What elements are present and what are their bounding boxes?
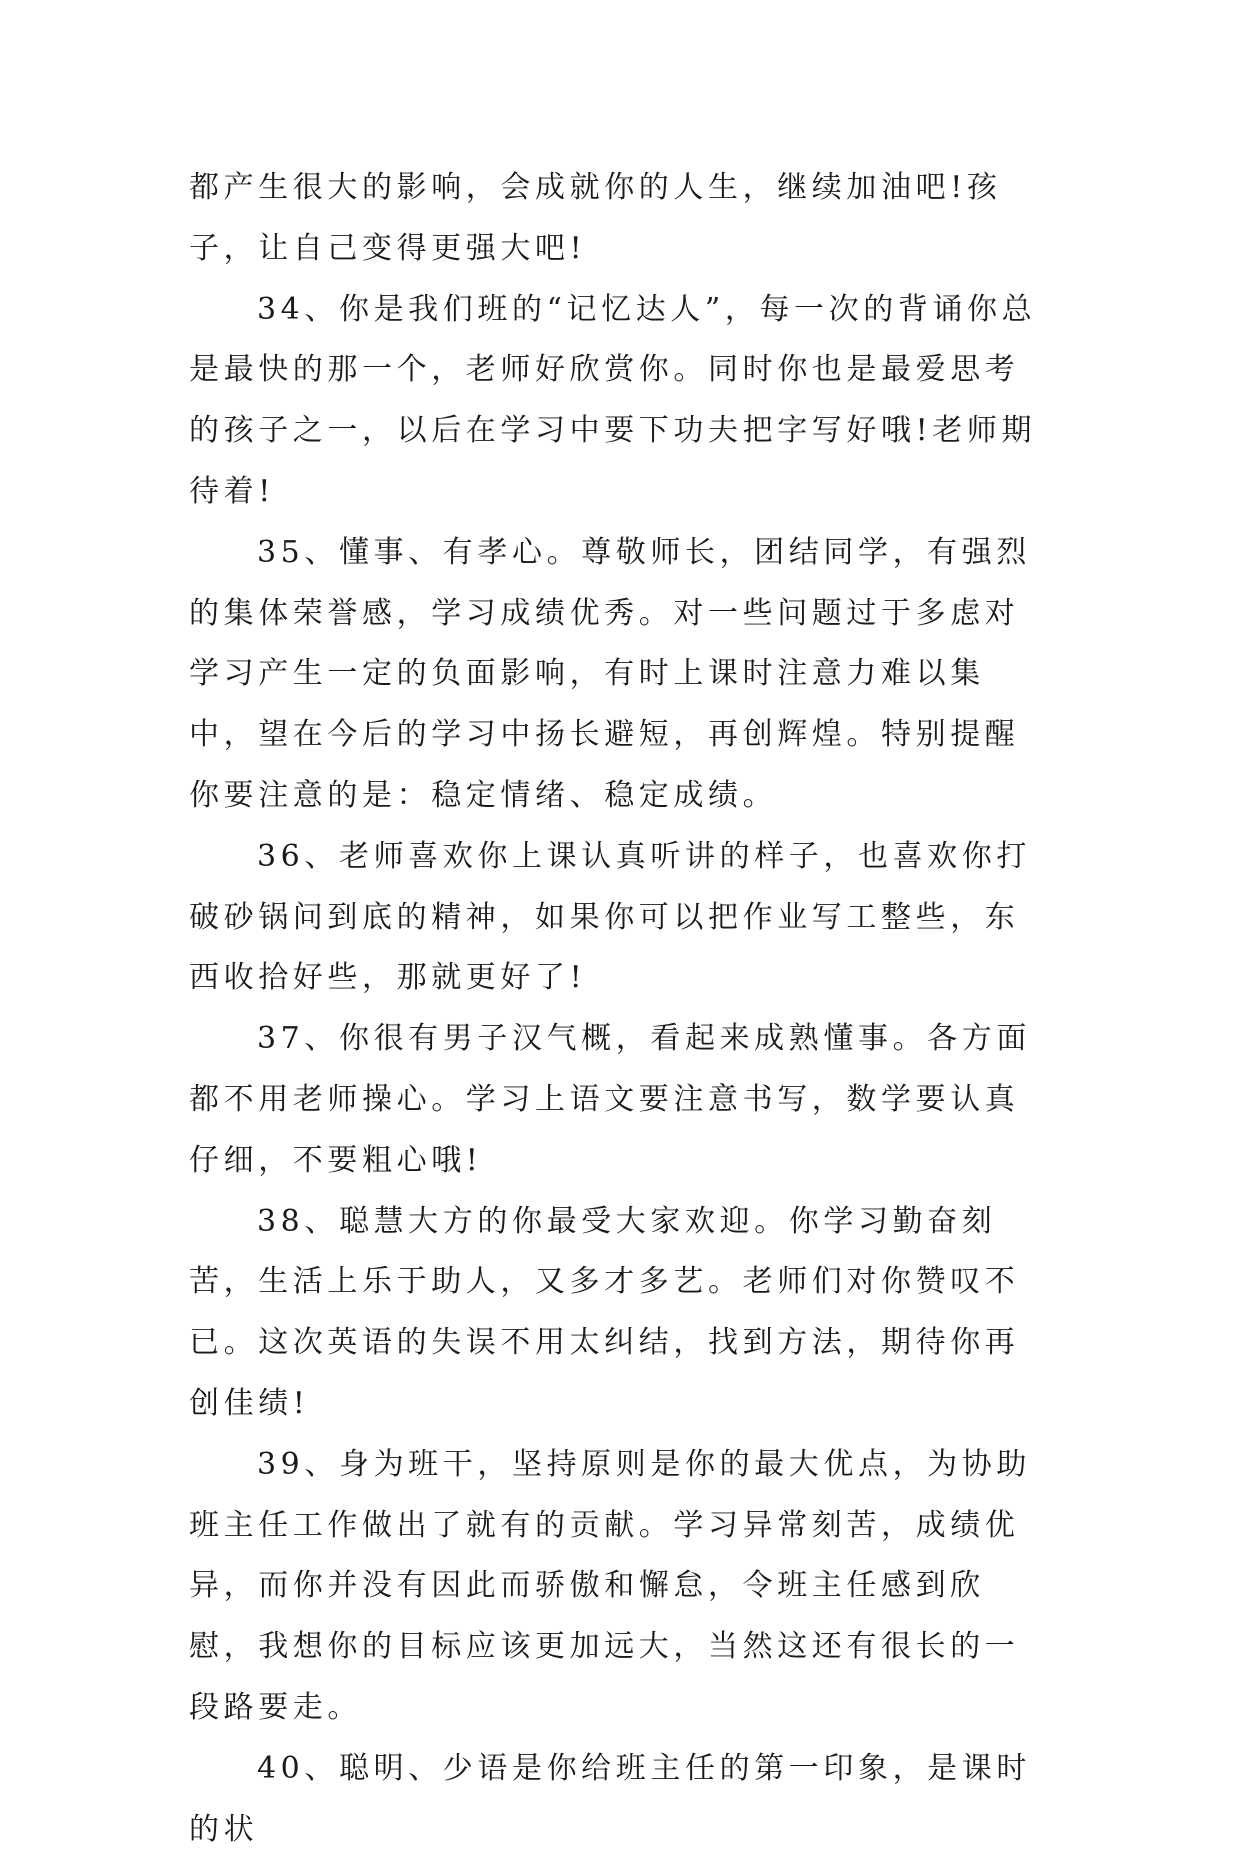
paragraph-comment-37: 37、你很有男子汉气概，看起来成熟懂事。各方面都不用老师操心。学习上语文要注意书写，数学要认真仔细，不要粗心哦! — [189, 1021, 1031, 1178]
paragraph-comment-36: 36、老师喜欢你上课认真听讲的样子，也喜欢你打破砂锅问到底的精神，如果你可以把作业写工整些，东西收拾好些，那就更好了! — [189, 838, 1031, 996]
paragraph-comment-39: 39、身为班干，坚持原则是你的最大优点，为协助班主任工作做出了就有的贡献。学习异常刻苦，成绩优异，而你并没有因此而骄傲和懈怠，令班主任感到欣慰，我想你的目标应该更加远大，当然这还有很长的一段路要走。 — [189, 1446, 1031, 1725]
document-body — [189, 158, 1049, 1860]
paragraph-comment-35: 35、懂事、有孝心。尊敬师长，团结同学，有强烈的集体荣誉感，学习成绩优秀。对一些问题过于多虑对学习产生一定的负面影响，有时上课时注意力难以集中，望在今后的学习中扬长避短，再创辉煌。特别提醒你要注意的是：稳定情绪、稳定成绩。 — [189, 534, 1031, 813]
paragraph-comment-34: 34、你是我们班的“记忆达人”，每一次的背诵你总是最快的那一个，老师好欣赏你。同时你也是最爱思考的孩子之一，以后在学习中要下功夫把字写好哦!老师期待着! — [189, 291, 1037, 509]
paragraph-comment-40: 40、聪明、少语是你给班主任的第一印象，是课时的状 — [189, 1750, 1031, 1847]
paragraph-comment-38: 38、聪慧大方的你最受大家欢迎。你学习勤奋刻苦，生活上乐于助人，又多才多艺。老师们对你赞叹不已。这次英语的失误不用太纠结，找到方法，期待你再创佳绩! — [189, 1203, 1020, 1421]
paragraph-continuation: 都产生很大的影响，会成就你的人生，继续加油吧!孩子，让自己变得更强大吧! — [189, 170, 1002, 266]
